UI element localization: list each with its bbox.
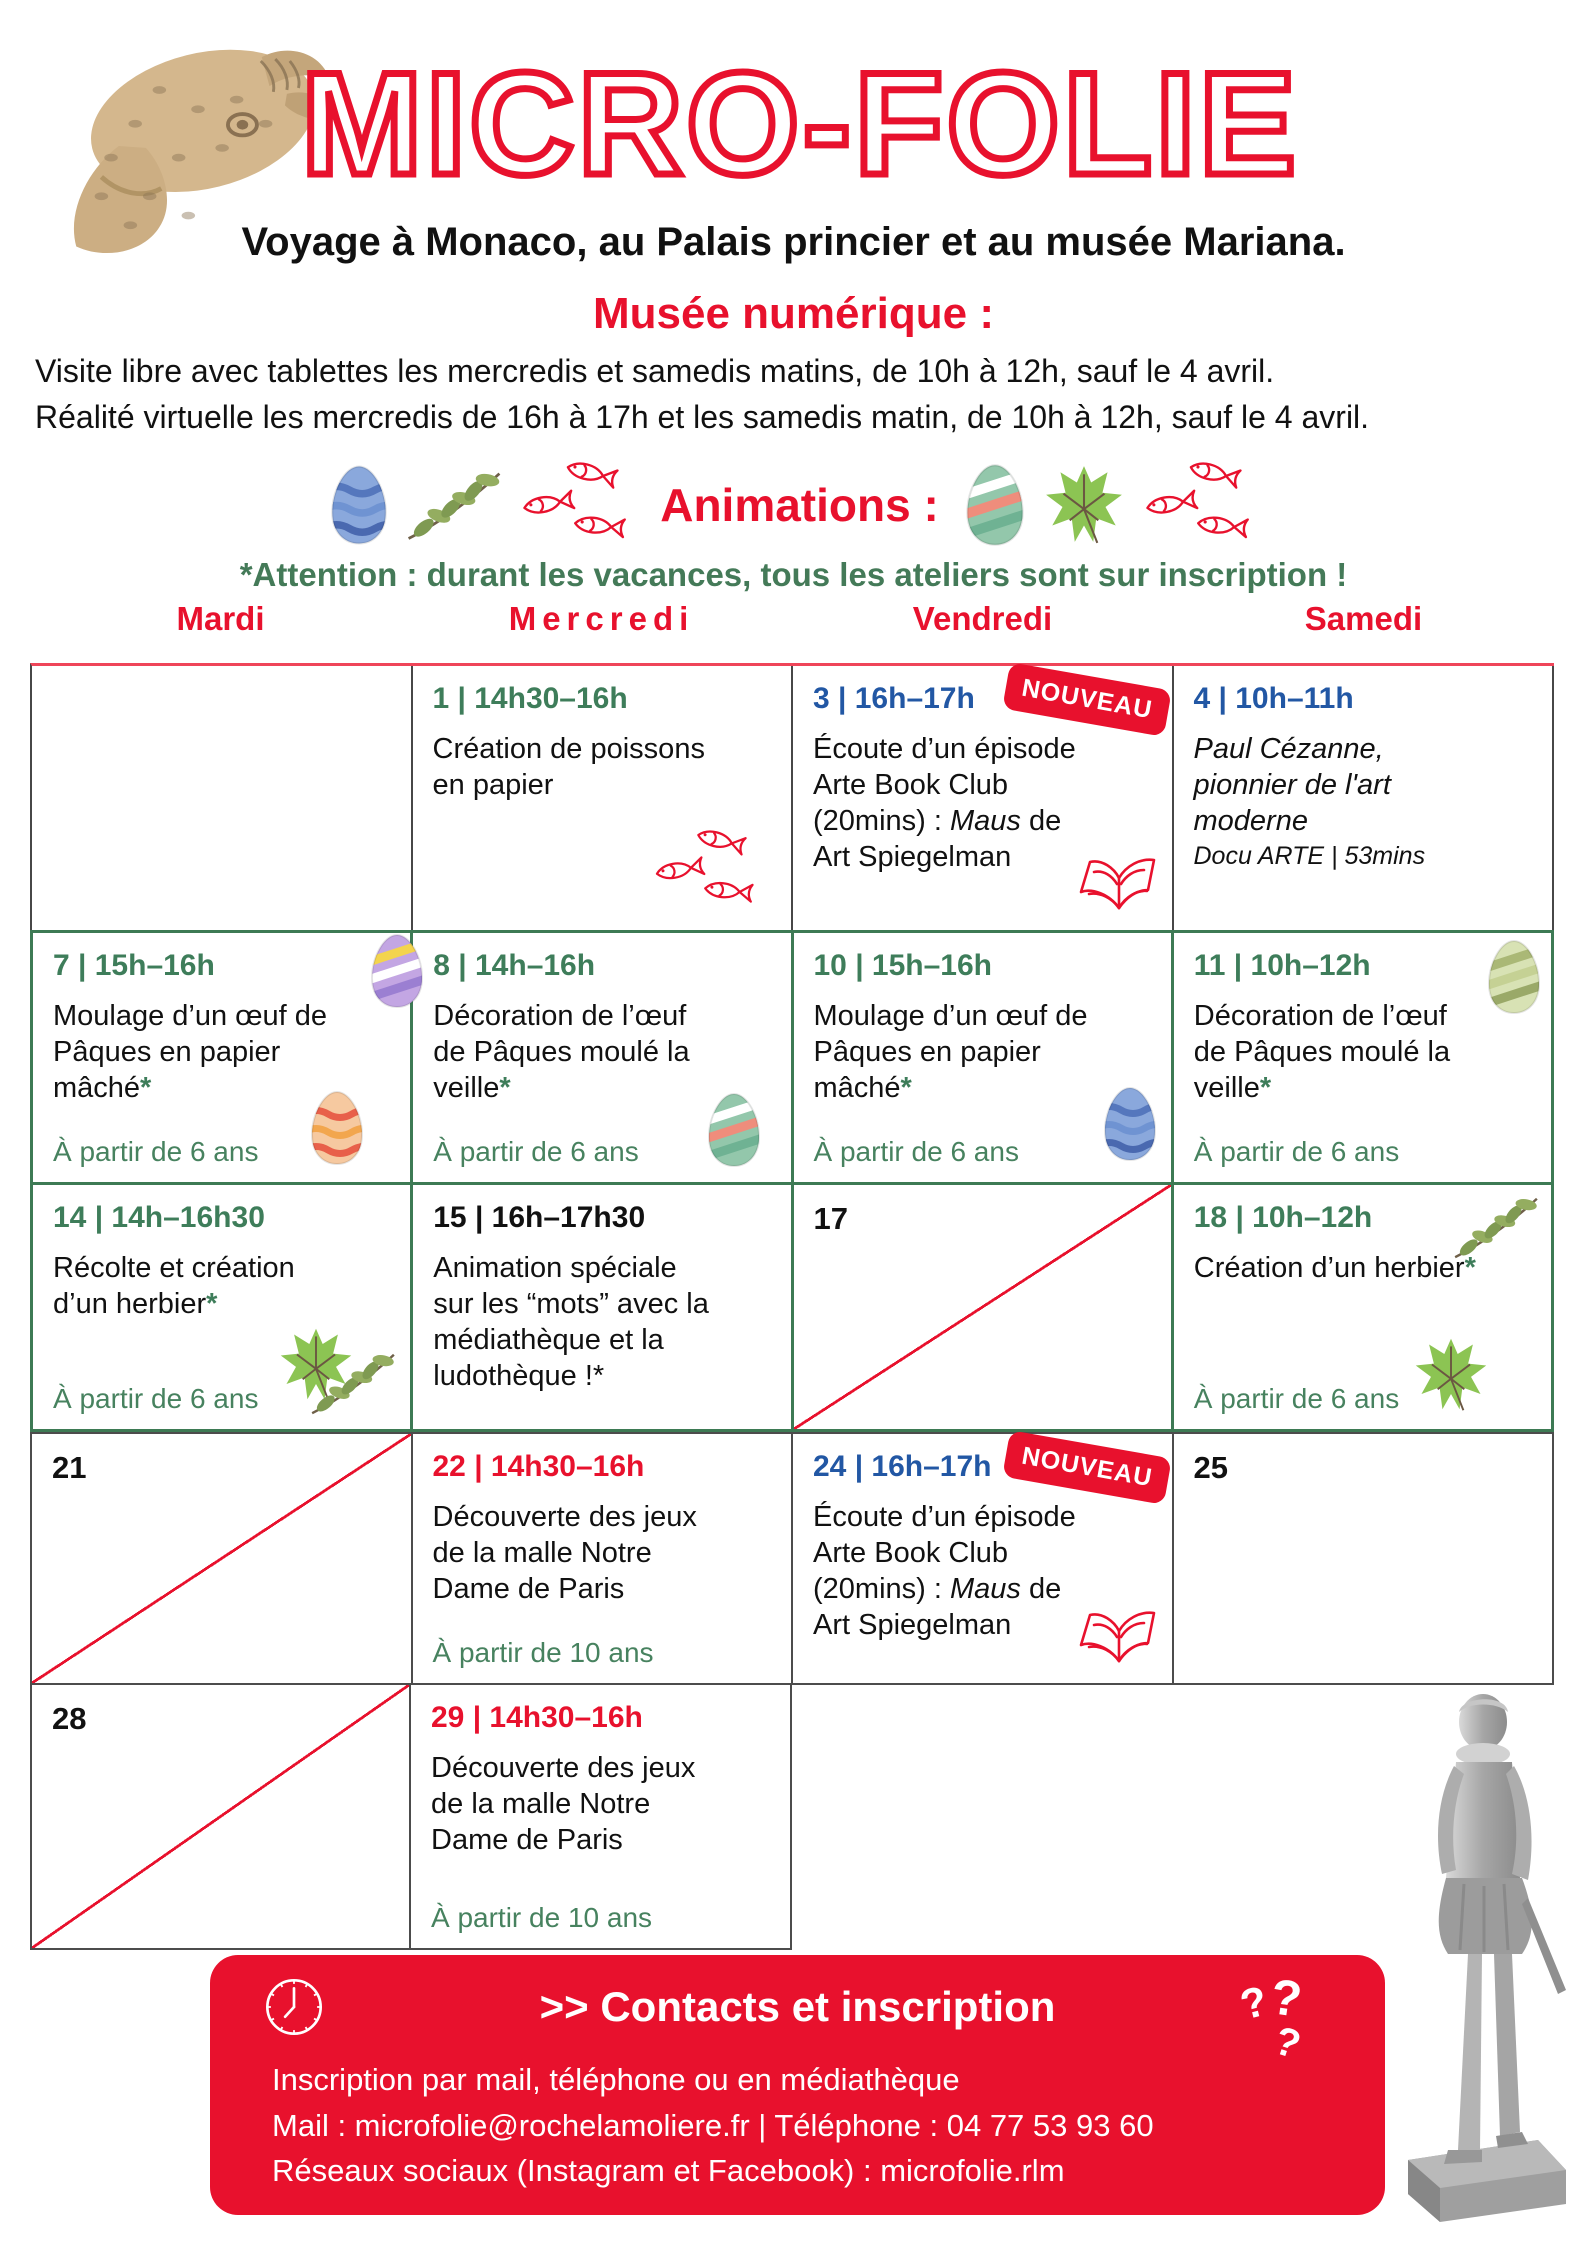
calendar-cell (33, 1185, 413, 1432)
musee-line-1: Visite libre avec tablettes les mercredis et samedis matins, de 10h à 12h, sauf le 4 avril. (35, 353, 1275, 389)
attention-note: *Attention : durant les vacances, tous les ateliers sont sur inscription ! (239, 556, 1348, 593)
easter-egg-icon (963, 463, 1027, 547)
calendar-cell (413, 933, 793, 1185)
calendar-cell (792, 1685, 1173, 1950)
registration-asterisk: * (206, 1287, 218, 1320)
event-title: Décoration de l’œuf de Pâques moulé la veille* (1193, 1000, 1451, 1104)
age-requirement: À partir de 6 ans (813, 1136, 1019, 1167)
musee-numerique-text (35, 348, 1555, 440)
contacts-line-social: Réseaux sociaux (Instagram et Facebook) : microfolie.rlm (272, 2153, 1065, 2189)
event-title: Décoration de l’œuf de Pâques moulé la veille* (433, 1000, 690, 1104)
age-requirement: À partir de 10 ans (431, 1902, 653, 1933)
event-title: Écoute d’un épisode Arte Book Club (20mins) : Maus de Art Spiegelman (813, 1501, 1076, 1641)
calendar-cell (411, 1685, 792, 1950)
calendar-cell (793, 1434, 1174, 1685)
registration-asterisk: * (140, 1071, 152, 1104)
musee-line-2: Réalité virtuelle les mercredis de 16h à 17h et les samedis matin, de 10h à 12h, sauf le 4 avril. (35, 399, 1370, 436)
branch-icon (1449, 1191, 1543, 1263)
calendar-cell (1174, 1434, 1555, 1685)
musee-numerique-heading: Musée numérique : (593, 289, 994, 338)
calendar-row (30, 1185, 1554, 1432)
book-icon (1076, 846, 1162, 920)
event-date-time: 8 | 14h–16h (433, 949, 596, 982)
easter-egg-icon (308, 1090, 366, 1166)
branch-icon (402, 465, 506, 545)
event-date-time: 25 (1193, 1450, 1228, 1485)
easter-egg-icon (308, 1090, 366, 1166)
calendar-cell (794, 933, 1174, 1185)
contacts-line-registration: Inscription par mail, téléphone ou en médiathèque (272, 2062, 960, 2097)
event-title: Moulage d’un œuf de Pâques en papier mâché* (53, 1000, 328, 1104)
event-date-time: 10 | 15h–16h (813, 949, 993, 982)
event-date-time: 1 | 14h30–16h (432, 682, 628, 715)
calendar-cell (30, 1685, 411, 1950)
event-date-time: 11 | 10h–12h (1193, 949, 1371, 982)
book-icon (1076, 1599, 1162, 1673)
question-marks-icon: ? ? ? (1235, 1968, 1306, 2068)
registration-asterisk: * (499, 1071, 511, 1104)
fish-icon (1141, 458, 1259, 552)
day-header-samedi: Samedi (1304, 600, 1423, 637)
event-date-time: 3 | 16h–17h (813, 682, 975, 715)
calendar-cell (1174, 666, 1555, 930)
event-date-time: 7 | 15h–16h (53, 949, 215, 982)
easter-egg-icon (1101, 1086, 1159, 1162)
easter-egg-icon (705, 1092, 763, 1168)
calendar-cell (33, 933, 413, 1185)
event-date-time: 14 | 14h–16h30 (53, 1201, 265, 1234)
age-requirement: À partir de 6 ans (1193, 1136, 1400, 1167)
animations-left-icons (328, 458, 636, 552)
event-title: Écoute d’un épisode Arte Book Club (20mins) : Maus de Art Spiegelman (813, 733, 1076, 873)
age-requirement: À partir de 6 ans (433, 1136, 639, 1167)
nouveau-badge: NOUVEAU (1003, 1430, 1173, 1505)
easter-egg-icon (328, 464, 390, 546)
maple-leaf-icon (1409, 1335, 1493, 1415)
branch-icon (306, 1347, 400, 1419)
easter-egg-icon (705, 1092, 763, 1168)
calendar-row (30, 1432, 1554, 1685)
registration-asterisk: * (1259, 1071, 1272, 1104)
branch-icon (306, 1347, 400, 1419)
statue-image (1388, 1688, 1580, 2228)
event-title: Création de poissons en papier (432, 733, 705, 801)
age-requirement: À partir de 6 ans (1193, 1383, 1400, 1414)
contacts-lines (272, 2057, 1154, 2194)
contacts-panel (210, 1955, 1385, 2215)
easter-egg-icon (1485, 939, 1543, 1015)
fish-group-icon (651, 826, 763, 916)
day-header-mercredi: Mercredi (508, 600, 695, 637)
easter-egg-icon (1101, 1086, 1159, 1162)
easter-egg-icon (1485, 939, 1543, 1015)
event-date-time: 22 | 14h30–16h (432, 1450, 645, 1483)
calendar-cell (32, 1434, 413, 1685)
event-date-time: 24 | 16h–17h (813, 1450, 992, 1483)
event-title: Découverte des jeux de la malle Notre Dame de Paris (431, 1752, 696, 1856)
calendar-cell (1174, 933, 1554, 1185)
event-date-time: 18 | 10h–12h (1193, 1201, 1373, 1234)
book-icon (1076, 1599, 1162, 1673)
event-title: Récolte et création d’un herbier* (53, 1252, 295, 1320)
nouveau-badge: NOUVEAU (1003, 662, 1173, 737)
calendar-cell (793, 666, 1174, 930)
registration-asterisk: * (900, 1071, 912, 1104)
event-date-time: 29 | 14h30–16h (431, 1701, 643, 1734)
calendar-row (30, 663, 1554, 930)
calendar-grid (30, 663, 1554, 1950)
calendar-cell (413, 666, 794, 930)
animations-strip (0, 446, 1587, 564)
maple-leaf-icon (1409, 1335, 1493, 1415)
branch-icon (1449, 1191, 1543, 1263)
maple-leaf-icon (1039, 462, 1129, 548)
event-date-time: 17 (813, 1201, 848, 1236)
calendar-cell (413, 1434, 794, 1685)
event-date-time: 15 | 16h–17h30 (433, 1201, 646, 1234)
event-note: Docu ARTE | 53mins (1193, 841, 1426, 870)
easter-egg-icon (368, 933, 426, 1009)
event-title: Moulage d’un œuf de Pâques en papier mâché* (813, 1000, 1088, 1104)
calendar-day-headers (30, 600, 1554, 638)
calendar-cell (1174, 1185, 1554, 1432)
event-title: Animation spéciale sur les “mots” avec la médiathèque et la ludothèque !* (433, 1252, 709, 1392)
calendar-cell (32, 666, 413, 930)
animations-heading: Animations : (660, 479, 939, 531)
contacts-line-mail-phone: Mail : microfolie@rochelamoliere.fr | Téléphone : 04 77 53 93 60 (272, 2107, 1154, 2143)
registration-asterisk: * (1464, 1252, 1476, 1284)
contacts-heading: >> Contacts et inscription (539, 1983, 1056, 2030)
event-date-time: 21 (52, 1450, 87, 1485)
event-title: Découverte des jeux de la malle Notre Dame de Paris (432, 1501, 697, 1605)
animations-right-icons (963, 458, 1259, 552)
calendar-cell (794, 1185, 1174, 1432)
event-title: Paul Cézanne, pionnier de l'art moderne (1193, 733, 1391, 837)
calendar-row (30, 1685, 1554, 1950)
fish-icon (518, 458, 636, 552)
day-header-mardi: Mardi (176, 600, 265, 637)
age-requirement: À partir de 6 ans (53, 1136, 259, 1167)
page-title: MICRO-FOLIE (300, 42, 1300, 205)
book-icon (1076, 846, 1162, 920)
day-header-vendredi: Vendredi (912, 600, 1053, 637)
easter-egg-icon (368, 933, 426, 1009)
calendar-cell (413, 1185, 793, 1432)
age-requirement: À partir de 6 ans (53, 1383, 259, 1414)
event-title: Création d’un herbier* (1193, 1252, 1476, 1284)
fish-icon (651, 826, 763, 916)
subtitle: Voyage à Monaco, au Palais princier et au musée Mariana. (241, 220, 1346, 264)
event-date-time: 28 (52, 1701, 87, 1736)
calendar-row (30, 930, 1554, 1185)
event-date-time: 4 | 10h–11h (1193, 682, 1354, 715)
age-requirement: À partir de 10 ans (432, 1637, 654, 1668)
